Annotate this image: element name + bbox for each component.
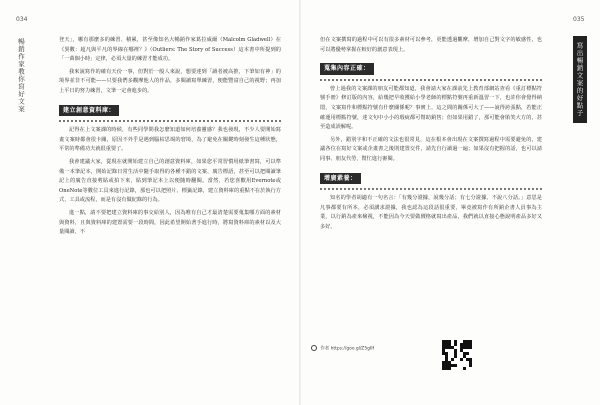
paragraph: 登天」，哪有那麼多的練習、積累，甚至像知名大暢銷作家葛拉威爾（Malcolm Gladwell）在《異數：超凡與平凡的界線在哪裡？》（Outliers: The Story of Success）這本書中所提到的「一萬個小時」定律，必須大量的練習才能成功。 [59, 37, 281, 63]
heading-divider [320, 188, 542, 190]
footnote-link[interactable] [311, 345, 374, 352]
left-running-title: 暢銷作家教你寫好文案 [17, 38, 25, 113]
info-icon [311, 345, 317, 351]
paragraph: 但在文案撰寫的過程中可以有很多素材可以參考，更能透過觀摩，增加自己對文字的敏感性，也可以將優勢掌握在較好的創意表現上。 [320, 37, 542, 53]
right-page-number: 035 [573, 16, 585, 23]
paragraph: 記得在上文案課的時候，有些同學問我怎麼知道如何培養靈感？我也發現，不少人要開始寫畫文案時都會很卡關，原因不外乎是遇到腦枯思竭的窘境，為了避免在關鍵時刻發生這種狀態，平常的準備功夫就很重要了。 [59, 127, 281, 153]
section-heading-correct-content: 蒐集內容正確： [320, 63, 374, 75]
footnote-label: 作者 [320, 346, 330, 352]
paragraph: 曾上過我的文案課的朋友可能都知道，我會請大家在課前先上教育部網站查看《重訂標點符號手冊》修訂版的內容，給幾把早收獲給小學老師的標點符號再重新溫習一下，也許你會覺得納悶，文案寫作和標點符號有什麼關係呢？事實上，這之間的關係可大了——說得誇張點，若能正確運用標點符號，達文句中小小的瑕疵都可幫助銷售；但如果用錯了，那可能會貽笑大方的，甚至造成誤解呢。 [320, 85, 542, 131]
left-page-number: 034 [16, 16, 28, 23]
heading-divider [59, 120, 281, 122]
paragraph: 知名的學者胡適有一句名言：「有幾分證據，說幾分話；有七分證據，不說八分話。」意思是凡事都要有所本，必須講求證據，我也認為這段話很重要，畢竟被寫作有所銷企書人員事為主業，以行銷為產來檢視，不能因為今天要做價格就寫出產品，我們就以直接心態說明產品多好又多好。 [320, 195, 542, 230]
heading-divider [320, 79, 542, 81]
left-column [59, 36, 281, 238]
book-gutter [299, 0, 301, 405]
paragraph: 另外，錯別字和不正確的文法也很常見，這在根本會出現在文案撰寫過程中需要避免的，建議各位在寫好文案或企畫書之後則建置交件，請先自行讀過一遍；如果沒有把握的話，也可以請同事、朋友代勞，幫忙進行審閱。 [320, 136, 542, 162]
qr-code-icon[interactable] [442, 340, 472, 370]
section-heading-creative-database: 建立創意資料庫： [59, 105, 119, 117]
section-heading-literacy: 增廣素養： [320, 173, 361, 185]
paragraph: 進一點，請不要把建立資料庫的事交給別人，因為唯有自己才最清楚需要蒐集哪方面的素材與資料，且與資料庫的建置需要一段時間，因此希望開始著手進行時，將寫資料庫的素材以及大量閱讀，不 [59, 209, 281, 236]
chapter-tab-label: 寫出暢銷文案的好點子 [575, 42, 584, 117]
chapter-tab [573, 36, 587, 123]
right-column [320, 36, 542, 236]
paragraph: 我會建議大家，從現在就開始建立自己的創意資料庫，如果您平常習慣用紙筆書寫，可以準備一本筆記本，開始記錄日常生活中隨手取得的各種不錯的文案、廣告標語，甚至可以把閱讀筆記上的廣告直接剪貼或拍下來，貼到筆記本上以便隨時翻閱。當然，若您喜歡用Evernote或OneNote等數位工具來進行記錄，那也可以把照片、標籤記錄，建立資料庫的重點不在於執行方式、工具或流程，而是有沒有做紀錄的行為。 [59, 158, 281, 204]
footnote-url: https://goo.gl/Z5gIIf [330, 346, 375, 352]
paragraph: 我來說寫作的確有天份一事，但對於一般人來說，想要達到「讀者被高推，下筆如有神」的境界並非不可能——只要我們多觀摩他人的作品，多閱讀寫單練習，便能豐富自己的視野；再加上平日的努力練習，文筆一定會進步的。 [59, 68, 281, 94]
